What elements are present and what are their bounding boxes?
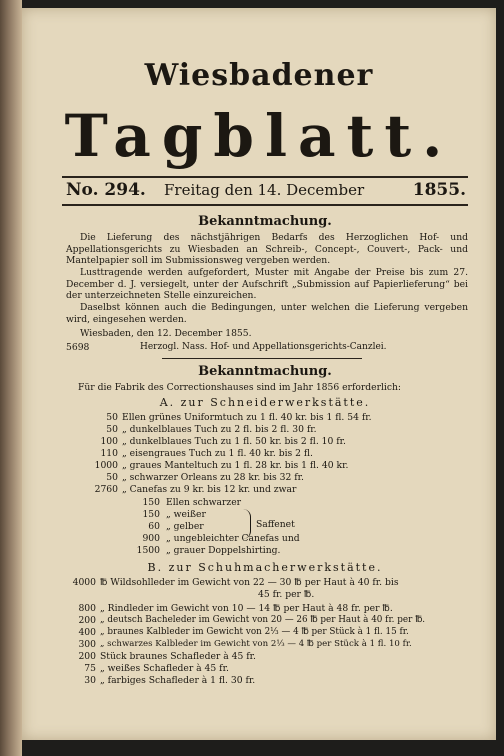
item-text: „ weißes Schafleder à 45 fr. [100, 663, 229, 674]
issue-year: 1855. [412, 180, 466, 200]
subitem-qty: 1500 [136, 545, 160, 556]
item-text: „ dunkelblaues Tuch zu 2 fl. bis 2 fl. 30 fr. [122, 424, 317, 435]
item-qty: 200 [78, 651, 96, 662]
item-text: „ deutsch Bacheleder im Gewicht von 20 — 26 ℔ per Haut à 40 fr. per ℔. [100, 615, 426, 625]
subitem-text: „ grauer Doppelshirting. [166, 545, 281, 556]
subitem-text: Ellen schwarzer [166, 497, 242, 508]
subitem-text: „ weißer [166, 509, 206, 520]
masthead-title: Tagblatt. [64, 102, 454, 170]
brace-icon [242, 509, 251, 539]
book-binding [0, 0, 22, 756]
separator-rule [162, 358, 362, 359]
item-qty: 4000 [72, 577, 96, 588]
item-text: ℔ Wildsohlleder im Gewicht von 22 — 30 ℔ per Haut à 40 fr. bis [100, 577, 399, 588]
issue-rule [62, 204, 468, 206]
notice1-paragraph: Die Lieferung des nächstjährigen Bedarfs des Herzoglichen Hof- und Appellationsgerichts zu Wiesbaden an Schreib-, Concept-, Couvert-, Pack- und Mantelpapier soll im Submissionsweg vergeben werden. [66, 232, 468, 267]
subitem-text: „ gelber [166, 521, 204, 532]
notice1-signature: Herzogl. Nass. Hof- und Appellationsgerichts-Canzlei. [140, 342, 387, 352]
item-text: 45 fr. per ℔. [258, 589, 315, 600]
issue-number: No. 294. [66, 180, 146, 200]
item-qty: 75 [84, 663, 96, 674]
item-text: „ eisengraues Tuch zu 1 fl. 40 kr. bis 2 fl. [122, 448, 313, 459]
item-text: „ Canefas zu 9 kr. bis 12 kr. und zwar [122, 484, 297, 495]
item-text: Ellen grünes Uniformtuch zu 1 fl. 40 kr. bis 1 fl. 54 fr. [122, 412, 372, 423]
item-qty: 800 [78, 603, 96, 614]
subitem-qty: 150 [142, 497, 160, 508]
notice1-paragraph: Lusttragende werden aufgefordert, Muster mit Angabe der Preise bis zum 27. December d. J. versiegelt, unter der Aufschrift „Submission auf Papierlieferung“ bei der unterzeichneten Stelle einzureichen. [66, 267, 468, 302]
item-text: „ graues Manteltuch zu 1 fl. 28 kr. bis 1 fl. 40 kr. [122, 460, 349, 471]
item-text: „ braunes Kalbleder im Gewicht von 2⅓ — 4 ℔ per Stück à 1 fl. 15 fr. [100, 627, 409, 637]
item-qty: 50 [106, 424, 118, 435]
issue-date: Freitag den 14. December [164, 181, 365, 199]
notice1-ref: 5698 [66, 342, 90, 353]
item-text: „ farbiges Schafleder à 1 fl. 30 fr. [100, 675, 256, 686]
item-text: Stück braunes Schafleder à 45 fr. [100, 651, 256, 662]
notice1-heading: Bekanntmachung. [198, 214, 332, 229]
item-qty: 300 [78, 639, 96, 650]
item-qty: 400 [78, 627, 96, 638]
item-qty: 110 [100, 448, 118, 459]
notice1-paragraph: Daselbst können auch die Bedingungen, unter welchen die Lieferung vergeben wird, eingesehen werden. [66, 302, 468, 325]
item-qty: 200 [78, 615, 96, 626]
notice1-dateline: Wiesbaden, den 12. December 1855. [80, 328, 252, 339]
subitem-qty: 150 [142, 509, 160, 520]
top-rule [62, 176, 468, 178]
notice2-intro: Für die Fabrik des Correctionshauses sind im Jahr 1856 erforderlich: [78, 382, 402, 393]
issue-line [66, 180, 466, 202]
item-qty: 50 [106, 472, 118, 483]
item-qty: 2760 [94, 484, 118, 495]
brace-label: Saffenet [256, 519, 295, 530]
item-qty: 100 [100, 436, 118, 447]
item-text: „ schwarzer Orleans zu 28 kr. bis 32 fr. [122, 472, 304, 483]
item-qty: 50 [106, 412, 118, 423]
newspaper-page [22, 8, 496, 740]
subitem-qty: 60 [148, 521, 160, 532]
item-qty: 30 [84, 675, 96, 686]
item-text: „ dunkelblaues Tuch zu 1 fl. 50 kr. bis 2 fl. 10 fr. [122, 436, 346, 447]
subitem-text: „ ungebleichter Canefas und [166, 533, 300, 544]
masthead-subtitle: Wiesbadener [144, 58, 374, 93]
item-qty: 1000 [94, 460, 118, 471]
section-a-title: A. zur Schneiderwerkstätte. [159, 396, 371, 409]
subitem-qty: 900 [142, 533, 160, 544]
section-b-title: B. zur Schuhmacherwerkstätte. [147, 561, 383, 574]
item-text: „ schwarzes Kalbleder im Gewicht von 2⅓ — 4 ℔ per Stück à 1 fl. 10 fr. [100, 639, 412, 649]
item-text: „ Rindleder im Gewicht von 10 — 14 ℔ per Haut à 48 fr. per ℔. [100, 603, 393, 614]
notice2-heading: Bekanntmachung. [198, 364, 332, 379]
